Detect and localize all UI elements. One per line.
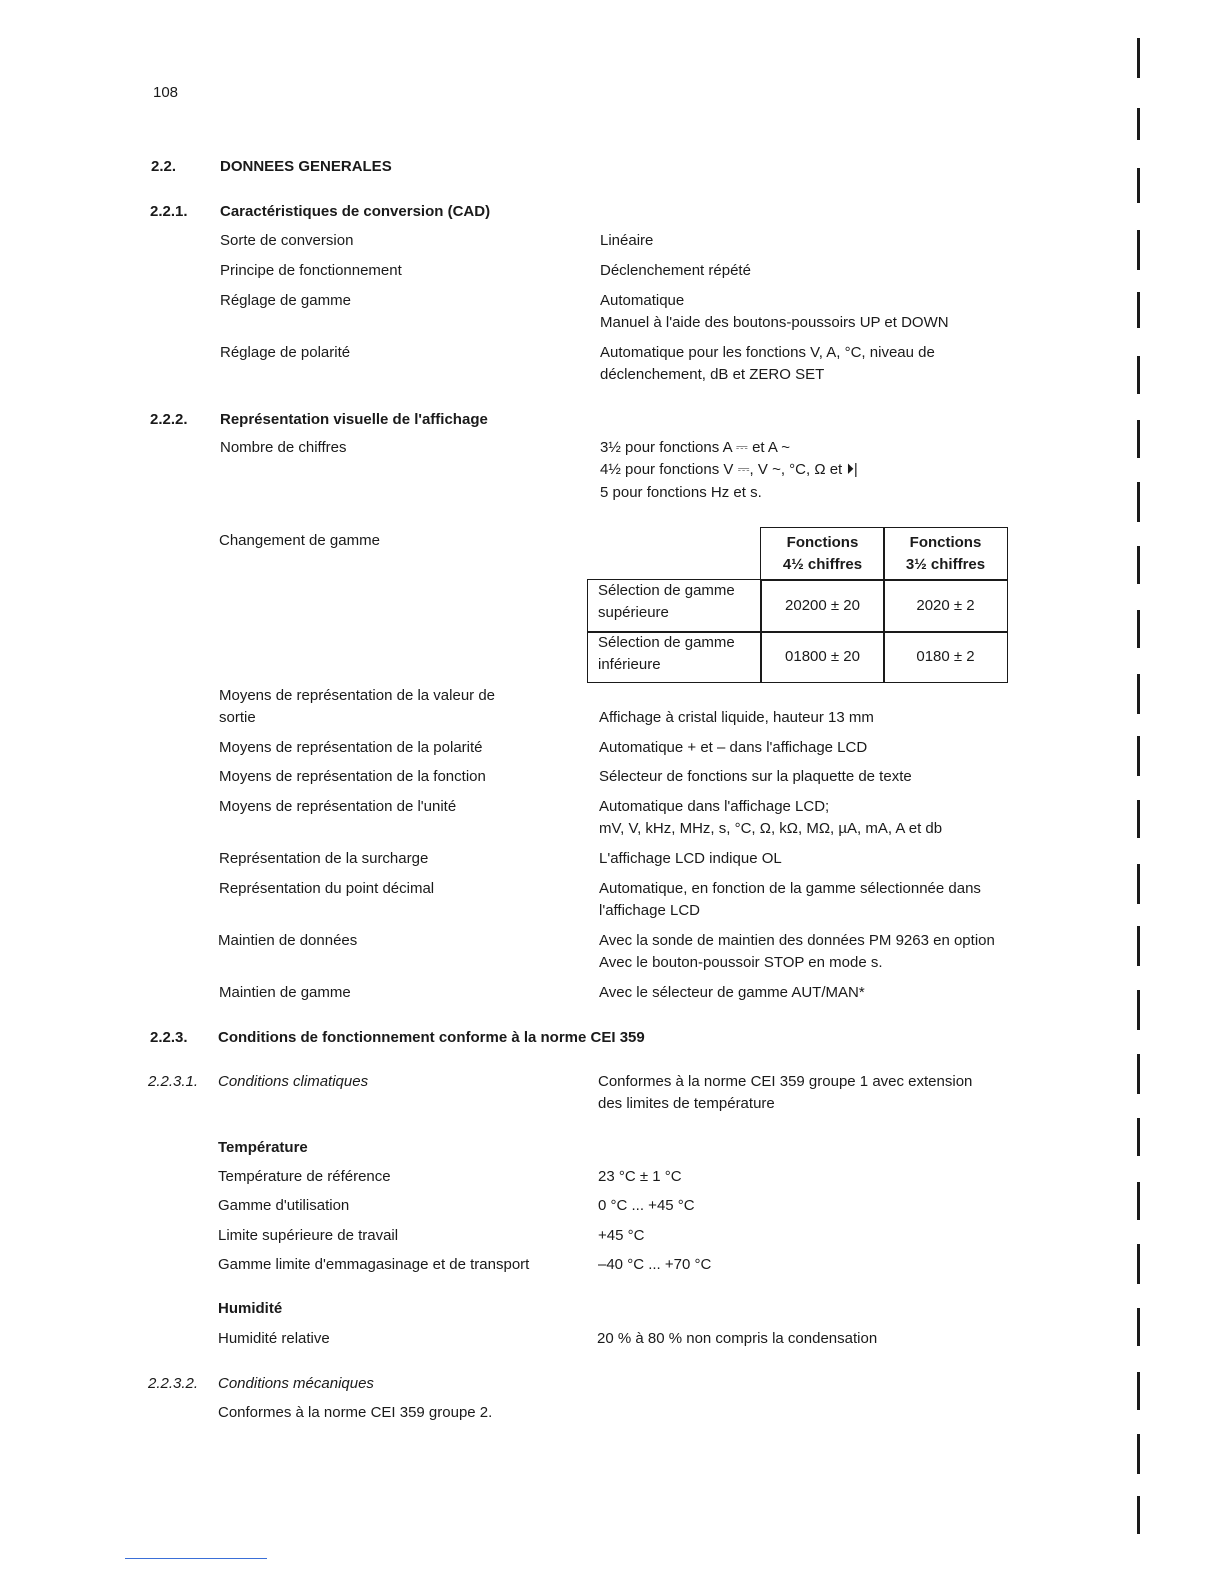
subsubsection-number: 2.2.3.2. [148, 1375, 199, 1392]
spec-value: Automatique pour les fonctions V, A, °C, niveau de [600, 344, 935, 361]
spec-label: Sorte de conversion [220, 232, 354, 249]
subsubsection-number: 2.2.3.1. [148, 1073, 199, 1090]
spec-label: Moyens de représentation de la valeur de [219, 687, 496, 704]
table-cell-line: supérieure [598, 604, 669, 621]
spec-value-cont: l'affichage LCD [599, 902, 700, 919]
margin-bar [1137, 230, 1140, 270]
spec-value-cont: déclenchement, dB et ZERO SET [600, 366, 825, 383]
margin-bar [1137, 1244, 1140, 1284]
table-header-line: 4½ chiffres [782, 556, 863, 573]
spec-value: 3½ pour fonctions A ⎓ et A ~ [600, 439, 791, 456]
spec-value-cont: mV, V, kHz, MHz, s, °C, Ω, kΩ, MΩ, µA, mA, A et db [599, 820, 943, 837]
table-header-line: 3½ chiffres [905, 556, 986, 573]
spec-label: Température de référence [218, 1168, 391, 1185]
spec-label: Limite supérieure de travail [218, 1227, 399, 1244]
spec-label: Gamme limite d'emmagasinage et de transport [218, 1256, 530, 1273]
table-cell-line: Sélection de gamme [598, 582, 735, 599]
spec-label: Moyens de représentation de l'unité [219, 798, 457, 815]
margin-bar [1137, 1496, 1140, 1534]
spec-label: Principe de fonctionnement [220, 262, 402, 279]
margin-bar [1137, 1308, 1140, 1346]
spec-value: 4½ pour fonctions V ⎓, V ~, °C, Ω et ⏵| [600, 461, 858, 478]
spec-value: Conformes à la norme CEI 359 groupe 1 avec extension [598, 1073, 973, 1090]
margin-bar [1137, 736, 1140, 776]
spec-label: Humidité relative [218, 1330, 330, 1347]
margin-bar [1137, 926, 1140, 966]
spec-value: Linéaire [600, 232, 654, 249]
margin-bar [1137, 674, 1140, 714]
spec-value-cont: des limites de température [598, 1095, 775, 1112]
section-number: 2.2. [151, 158, 177, 175]
spec-value-cont: Avec le bouton-poussoir STOP en mode s. [599, 954, 883, 971]
table-cell-line: inférieure [598, 656, 661, 673]
margin-bar [1137, 546, 1140, 584]
spec-label: Nombre de chiffres [220, 439, 347, 456]
table-row-label [587, 579, 762, 633]
footer-rule [125, 1558, 267, 1559]
subsection-title: Conditions de fonctionnement conforme à la norme CEI 359 [218, 1029, 645, 1046]
table-cell: 01800 ± 20 [760, 631, 885, 683]
table-header-line: Fonctions [786, 534, 859, 551]
margin-bar [1137, 610, 1140, 648]
table-cell: 0180 ± 2 [883, 631, 1008, 683]
table-cell: 20200 ± 20 [760, 579, 885, 633]
spec-value-cont: Manuel à l'aide des boutons-poussoirs UP et DOWN [600, 314, 949, 331]
spec-value: 20 % à 80 % non compris la condensation [597, 1330, 878, 1347]
spec-value: –40 °C ... +70 °C [598, 1256, 712, 1273]
margin-bar [1137, 990, 1140, 1030]
subsection-title: Représentation visuelle de l'affichage [220, 411, 488, 428]
spec-value: Avec le sélecteur de gamme AUT/MAN* [599, 984, 865, 1001]
table-header [760, 527, 885, 581]
spec-label: Représentation du point décimal [219, 880, 435, 897]
spec-label: Gamme d'utilisation [218, 1197, 350, 1214]
subsection-title: Caractéristiques de conversion (CAD) [220, 203, 491, 220]
spec-label-cont: sortie [219, 709, 256, 726]
subsection-number: 2.2.1. [150, 203, 188, 220]
spec-value: Avec la sonde de maintien des données PM 9263 en option [599, 932, 995, 949]
spec-value: 23 °C ± 1 °C [598, 1168, 682, 1185]
page-number: 108 [153, 84, 179, 101]
spec-value: Sélecteur de fonctions sur la plaquette de texte [599, 768, 912, 785]
margin-bar [1137, 420, 1140, 458]
table-cell: 2020 ± 2 [883, 579, 1008, 633]
margin-bar [1137, 1182, 1140, 1220]
table-header-line: Fonctions [909, 534, 982, 551]
spec-value: Automatique [600, 292, 685, 309]
spec-label: Maintien de gamme [219, 984, 351, 1001]
spec-label: Moyens de représentation de la polarité [219, 739, 483, 756]
body-text: Conformes à la norme CEI 359 groupe 2. [218, 1404, 493, 1421]
spec-label: Réglage de gamme [220, 292, 351, 309]
spec-value: L'affichage LCD indique OL [599, 850, 782, 867]
spec-value: 0 °C ... +45 °C [598, 1197, 695, 1214]
margin-bar [1137, 482, 1140, 522]
spec-label: Maintien de données [218, 932, 358, 949]
subsection-number: 2.2.2. [150, 411, 188, 428]
spec-value: Automatique dans l'affichage LCD; [599, 798, 830, 815]
margin-bar [1137, 1372, 1140, 1410]
spec-value: Automatique + et – dans l'affichage LCD [599, 739, 868, 756]
table-row-label [587, 631, 762, 683]
margin-bar [1137, 356, 1140, 394]
spec-value: +45 °C [598, 1227, 645, 1244]
table-header [883, 527, 1008, 581]
table-cell-line: Sélection de gamme [598, 634, 735, 651]
margin-bar [1137, 864, 1140, 904]
spec-value: 5 pour fonctions Hz et s. [600, 484, 762, 501]
spec-label: Changement de gamme [219, 532, 380, 549]
spec-value: Affichage à cristal liquide, hauteur 13 mm [599, 709, 874, 726]
subsection-number: 2.2.3. [150, 1029, 188, 1046]
spec-label: Représentation de la surcharge [219, 850, 429, 867]
spec-value: Automatique, en fonction de la gamme sélectionnée dans [599, 880, 981, 897]
margin-bar [1137, 168, 1140, 203]
margin-bar [1137, 1434, 1140, 1474]
subsubsection-title: Conditions mécaniques [218, 1375, 374, 1392]
spec-label: Moyens de représentation de la fonction [219, 768, 486, 785]
range-table [587, 527, 1008, 683]
margin-bar [1137, 1118, 1140, 1156]
group-heading: Humidité [218, 1300, 283, 1317]
spec-value: Déclenchement répété [600, 262, 751, 279]
section-title: DONNEES GENERALES [220, 158, 392, 175]
margin-bar [1137, 800, 1140, 838]
margin-bar [1137, 38, 1140, 78]
subsubsection-title: Conditions climatiques [218, 1073, 369, 1090]
group-heading: Température [218, 1139, 308, 1156]
margin-bar [1137, 108, 1140, 140]
margin-bar [1137, 1054, 1140, 1094]
margin-bar [1137, 292, 1140, 328]
spec-label: Réglage de polarité [220, 344, 351, 361]
